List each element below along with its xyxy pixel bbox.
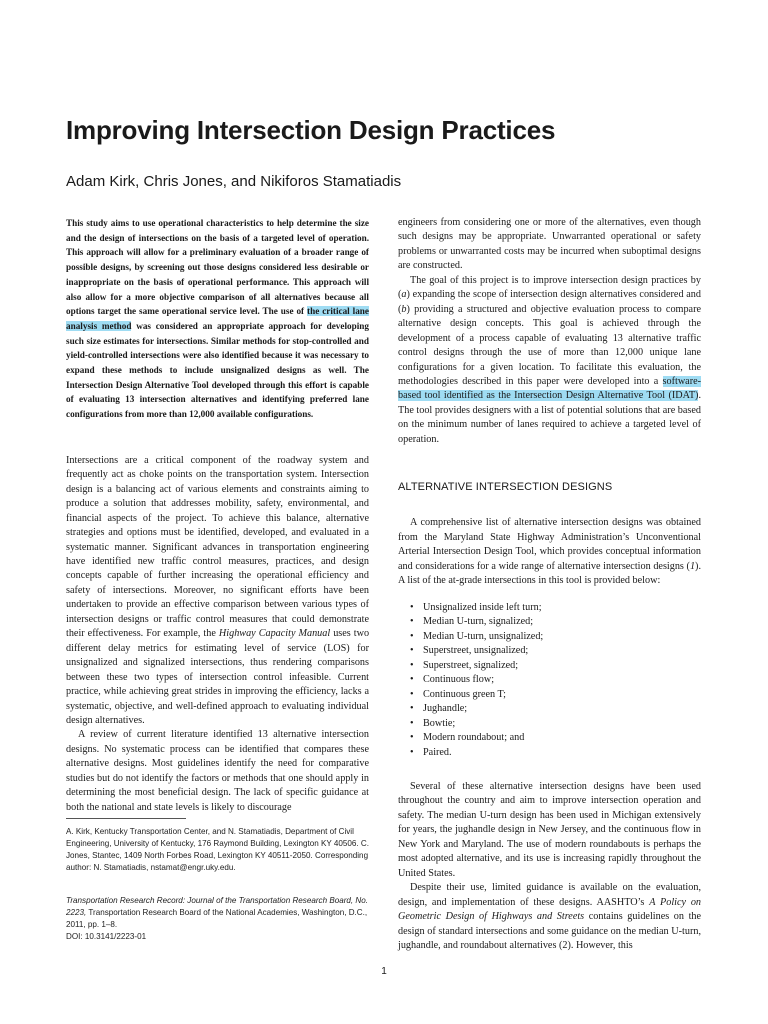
intro-paragraph-1 xyxy=(66,454,369,729)
list-item xyxy=(410,673,701,688)
highway-capacity-manual-title: Highway Capacity Manual xyxy=(218,628,331,640)
right-paragraph-1: engineers from considering one or more of the alternatives, even though such designs may be appropriate. Unwarranted operational or safety problems or unwarranted costs may be incurred when suboptimal designs are constructed. xyxy=(398,217,701,272)
list-item xyxy=(410,601,701,616)
right-column xyxy=(398,216,701,953)
footnote-divider xyxy=(66,818,186,819)
list-item xyxy=(410,615,701,630)
list-item-text: Modern roundabout; and xyxy=(423,732,525,744)
abstract xyxy=(66,216,369,422)
journal-citation xyxy=(66,895,371,943)
goal-text-c: ) providing a structured and objective evaluation process to compare alternative design concepts. This goal is achieved through the development of a process capable of evaluating 13 alternative traffic control designs through the use of more than 12,000 unique lane configurations for a given location. To facilitate this evaluation, the methodologies described in this paper were developed into a xyxy=(398,303,701,387)
list-item-text: Jughandle; xyxy=(423,703,468,715)
section-heading-alternative-designs: ALTERNATIVE INTERSECTION DESIGNS xyxy=(398,481,613,494)
intro-p1-text-b: uses two different delay metrics for estimating level of service (LOS) for unsignalized and signalized intersections, thus rendering comparisons between these two types of intersection control infeasible. Current practice, while achieving great strides in improving the efficiency, lacks a systematic, objective, and well-defined approach to evaluating individual design alternatives. xyxy=(66,628,370,726)
list-item-text: Paired. xyxy=(423,746,452,758)
list-item-text: Superstreet, unsignalized; xyxy=(423,645,529,657)
list-item-text: Continuous green T; xyxy=(423,688,507,700)
intro-paragraph-2: A review of current literature identified 13 alternative intersection designs. No systematic process can be identified that compares these alternative designs. Most guidelines identify the need for comparative studies but do not identify the factors or methods that one should apply in determining the most beneficial design. The lack of specific guidance at both the national and state levels is likely to discourage xyxy=(66,729,369,813)
list-item-text: Median U-turn, unsignalized; xyxy=(423,630,544,642)
list-item-text: Unsignalized inside left turn; xyxy=(423,601,542,613)
abstract-text-after: was considered an appropriate approach for developing such size estimates for intersections. Similar methods for stop-controlled and yield-controlled intersections were also identified because it was necessary to expand these methods to include unsignalized designs as well. The Intersection Design Alternative Tool developed through this effort is capable of evaluating 13 intersection alternatives and identifying preferred lane configurations from more than 12,000 available configurations. xyxy=(66,320,369,420)
aashto-policy-title: A Policy on Geometric Design of Highways and Streets xyxy=(398,896,702,923)
bullet-icon: • xyxy=(410,703,414,715)
list-letter-a: a xyxy=(401,289,407,301)
goal-paragraph xyxy=(398,274,701,447)
bullet-icon: • xyxy=(410,645,414,657)
designs-intro-paragraph xyxy=(398,516,701,588)
bullet-icon: • xyxy=(410,630,414,642)
doi: DOI: 10.3141/2223-01 xyxy=(66,931,147,941)
list-item xyxy=(410,688,701,703)
guidance-paragraph xyxy=(398,881,701,953)
intro-p1-text-a: Intersections are a critical component of the roadway system and frequently act as choke points on the transportation system. Intersection design is a balancing act of various elements and constraints aiming to produce a solution that addresses mobility, safety, environmental, and financial aspects of the project. To achieve this balance, alternative strategies and options must be identified, developed, and evaluated in a systematic manner. Significant advances in transportation engineering have identified new traffic control measures, practices, and design concepts capable of further increasing the operational efficiency and safety of intersections. Moreover, no significant efforts have been undertaken to provide an effective comparison between various types of intersection designs or traffic control measures that could demonstrate their effectiveness. For example, the xyxy=(66,454,369,640)
goal-text-b: ) expanding the scope of intersection design alternatives considered and ( xyxy=(398,289,701,315)
list-item-text: Median U-turn, signalized; xyxy=(423,616,534,628)
bullet-icon: • xyxy=(410,688,414,700)
bullet-icon: • xyxy=(410,732,414,744)
alternative-designs-list xyxy=(398,601,701,761)
idat-highlight[interactable]: software-based tool identified as the Intersection Design Alternative Tool (IDAT) xyxy=(398,375,701,402)
list-letter-b: b xyxy=(401,303,407,315)
abstract-highlight[interactable]: the critical lane analysis method xyxy=(66,306,369,331)
bullet-icon: • xyxy=(410,616,414,628)
guidance-text-a: Despite their use, limited guidance is available on the evaluation, design, and implementation of these designs. AASHTO’s xyxy=(398,882,701,908)
bullet-icon: • xyxy=(410,601,414,613)
abstract-text-before: This study aims to use operational characteristics to help determine the size and the design of intersections on the basis of a targeted level of operation. This approach will allow for a preliminary evaluation of a broader range of possible designs, by screening out those designs considered less desirable or inappropriate on the basis of operational performance. This approach will also allow for a more objective comparison of all alternatives because all options target the same operational service level. The use of xyxy=(66,218,369,317)
bullet-icon: • xyxy=(410,717,414,729)
page-number: 1 xyxy=(381,966,387,977)
list-item xyxy=(410,644,701,659)
bullet-icon: • xyxy=(410,746,414,758)
author-list: Adam Kirk, Chris Jones, and Nikiforos Stamatiadis xyxy=(66,173,402,190)
designs-intro-text-a: A comprehensive list of alternative intersection designs was obtained from the Maryland State Highway Administration’s Unconventional Arterial Intersection Design Tool, which provides conceptual information and considerations for a wide range of alternative intersection designs ( xyxy=(398,517,701,572)
left-column xyxy=(66,216,369,815)
list-item xyxy=(410,746,701,761)
list-item xyxy=(410,731,701,746)
list-item-text: Superstreet, signalized; xyxy=(423,659,519,671)
list-item-text: Continuous flow; xyxy=(423,674,495,686)
citation-details: Transportation Research Board of the National Academies, Washington, D.C., 2011, pp. 1–8. xyxy=(66,907,368,929)
journal-name: Transportation Research Record: Journal of the Transportation Research Board, No. 2223, xyxy=(66,896,369,917)
list-item xyxy=(410,630,701,645)
list-item xyxy=(410,659,701,674)
reference-1: 1 xyxy=(689,560,696,572)
usage-paragraph: Several of these alternative intersection designs have been used throughout the country and aim to improve intersection operation and safety. The median U-turn design has been used in Michigan extensively for years, the jughandle design in New Jersey, and the continuous flow in New York and Maryland. The use of modern roundabouts is perhaps the most adopted alternative, and its use is increasing rapidly throughout the United States. xyxy=(398,781,701,879)
author-affiliations: A. Kirk, Kentucky Transportation Center, and N. Stamatiadis, Department of Civil Engineering, University of Kentucky, 176 Raymond Building, Lexington KY 40506. C. Jones, Stantec, 1409 North Forbes Road, Lexington KY 40511-2050. Corresponding author: N. Stamatiadis, nstamat@engr.uky.edu. xyxy=(66,827,369,872)
list-item xyxy=(410,717,701,732)
bullet-icon: • xyxy=(410,659,414,671)
list-item xyxy=(410,702,701,717)
bullet-icon: • xyxy=(410,674,414,686)
designs-intro-text-b: ). A list of the at-grade intersections in this tool is provided below: xyxy=(398,560,701,587)
guidance-text-b: contains guidelines on the design of standard intersections and some guidance on the median U-turn, jughandle, and roundabout alternatives (2). However, this xyxy=(398,911,702,951)
list-item-text: Bowtie; xyxy=(423,717,456,729)
paper-title: Improving Intersection Design Practices xyxy=(66,115,556,145)
goal-text-a: The goal of this project is to improve intersection design practices by ( xyxy=(398,274,701,301)
goal-text-d: . The tool provides designers with a list of potential solutions that are based on the minimum number of lanes required to achieve a targeted level of operation. xyxy=(398,390,701,445)
